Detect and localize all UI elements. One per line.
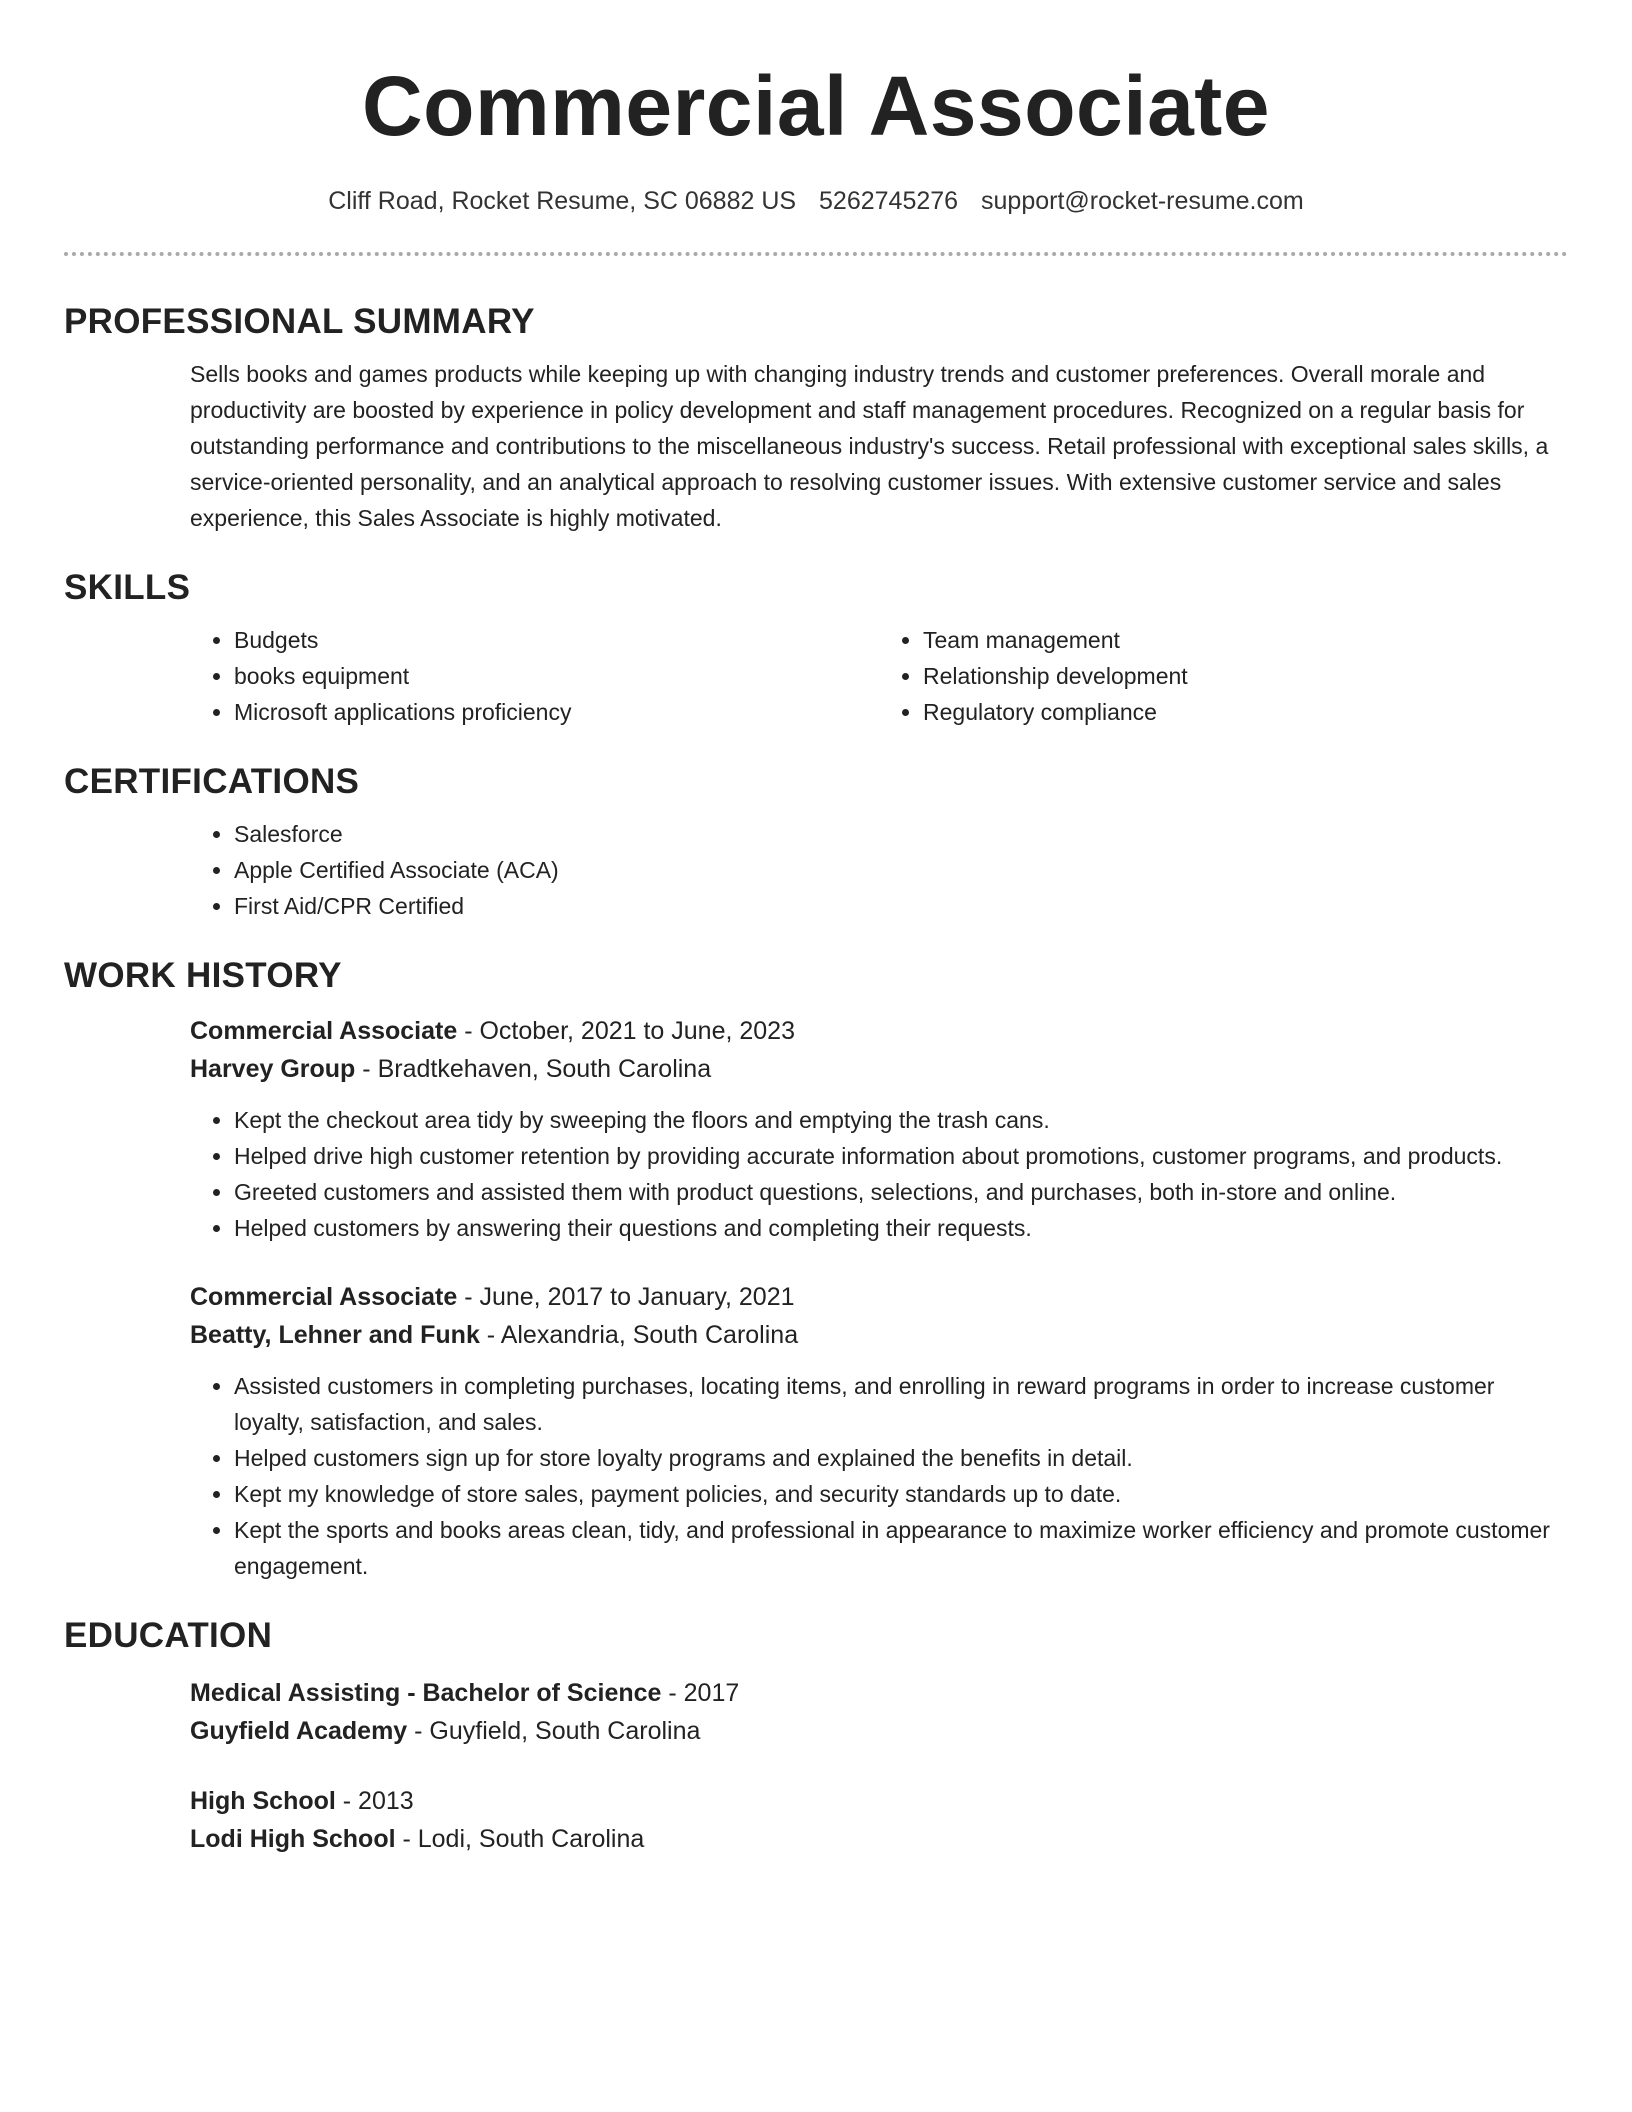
job-dates: June, 2017 to January, 2021 — [479, 1283, 795, 1311]
job-bullet: • Assisted customers in completing purchases, locating items, and enrolling in reward programs in order to increase customer loyalty, satisfaction, and sales. — [234, 1368, 1568, 1440]
contact-line — [64, 184, 1568, 218]
education-school-line: Lodi High School - Lodi, South Carolina — [190, 1825, 645, 1853]
education-degree: High School — [190, 1787, 336, 1815]
job-title-line: Commercial Associate - October, 2021 to June, 2023 — [190, 1017, 795, 1045]
skills-heading: SKILLS — [64, 568, 191, 607]
education-degree-line: Medical Assisting - Bachelor of Science - 2017 — [190, 1679, 740, 1707]
education-location: Guyfield, South Carolina — [429, 1717, 701, 1745]
job-location: Alexandria, South Carolina — [500, 1321, 799, 1349]
job-company: Harvey Group — [190, 1055, 356, 1083]
skill-item: • Regulatory compliance — [923, 694, 1568, 730]
skills-list-left — [190, 622, 879, 730]
skill-item: • books equipment — [234, 658, 879, 694]
header-divider — [64, 252, 1568, 256]
education-degree-line: High School - 2013 — [190, 1787, 414, 1815]
skill-item: • Team management — [923, 622, 1568, 658]
education-section — [190, 1674, 1568, 1858]
certifications-heading: CERTIFICATIONS — [64, 762, 360, 801]
job-bullet: • Helped customers sign up for store loyalty programs and explained the benefits in detail. — [234, 1440, 1568, 1476]
certifications-list — [190, 816, 1568, 924]
contact-address: Cliff Road, Rocket Resume, SC 06882 US — [328, 187, 797, 215]
education-degree: Medical Assisting - Bachelor of Science — [190, 1679, 662, 1707]
certification-item: • First Aid/CPR Certified — [234, 888, 1568, 924]
job-bullet: • Kept the sports and books areas clean, tidy, and professional in appearance to maximize worker efficiency and promote customer engagement. — [234, 1512, 1568, 1584]
education-school: Lodi High School — [190, 1825, 396, 1853]
skill-item: • Budgets — [234, 622, 879, 658]
job-company-line: Harvey Group - Bradtkehaven, South Carolina — [190, 1055, 712, 1083]
job-bullet: • Kept my knowledge of store sales, payment policies, and security standards up to date. — [234, 1476, 1568, 1512]
education-school: Guyfield Academy — [190, 1717, 408, 1745]
skills-list-right — [879, 622, 1568, 730]
job-location: Bradtkehaven, South Carolina — [377, 1055, 712, 1083]
education-school-line: Guyfield Academy - Guyfield, South Carolina — [190, 1717, 701, 1745]
education-year: 2017 — [683, 1679, 740, 1707]
summary-section — [190, 356, 1568, 536]
job-bullet: • Helped drive high customer retention by providing accurate information about promotions, customer programs, and products. — [234, 1138, 1568, 1174]
education-year: 2013 — [358, 1787, 414, 1815]
work-history-section — [190, 1012, 1568, 1584]
contact-email: support@rocket-resume.com — [981, 187, 1304, 215]
skill-item: • Microsoft applications proficiency — [234, 694, 879, 730]
job-bullet: • Kept the checkout area tidy by sweeping the floors and emptying the trash cans. — [234, 1102, 1568, 1138]
certification-item: • Apple Certified Associate (ACA) — [234, 852, 1568, 888]
resume-name: Commercial Associate — [362, 59, 1270, 153]
education-entry — [190, 1674, 1568, 1750]
job-title-line: Commercial Associate - June, 2017 to January, 2021 — [190, 1283, 795, 1311]
skill-item: • Relationship development — [923, 658, 1568, 694]
job-bullet: • Helped customers by answering their questions and completing their requests. — [234, 1210, 1568, 1246]
job-bullets — [190, 1102, 1568, 1246]
job-role: Commercial Associate — [190, 1283, 458, 1311]
certifications-section — [190, 816, 1568, 924]
summary-heading: PROFESSIONAL SUMMARY — [64, 302, 535, 341]
education-heading: EDUCATION — [64, 1616, 273, 1655]
job-bullets — [190, 1368, 1568, 1584]
education-entry — [190, 1782, 1568, 1858]
job-company-line: Beatty, Lehner and Funk - Alexandria, South Carolina — [190, 1321, 799, 1349]
job-company: Beatty, Lehner and Funk — [190, 1321, 480, 1349]
job-bullet: • Greeted customers and assisted them with product questions, selections, and purchases, both in-store and online. — [234, 1174, 1568, 1210]
work-history-heading: WORK HISTORY — [64, 956, 342, 995]
job-role: Commercial Associate — [190, 1017, 458, 1045]
education-location: Lodi, South Carolina — [417, 1825, 645, 1853]
job-entry — [190, 1278, 1568, 1584]
job-entry — [190, 1012, 1568, 1246]
contact-phone: 5262745276 — [819, 187, 959, 215]
skills-section — [190, 622, 1568, 730]
job-dates: October, 2021 to June, 2023 — [479, 1017, 795, 1045]
certification-item: • Salesforce — [234, 816, 1568, 852]
summary-text: Sells books and games products while keeping up with changing industry trends and customer preferences. Overall morale and productivity are boosted by experience in policy development and staff management procedures. Recognized on a regular basis for outstanding performance and contributions to the miscellaneous industry's success. Retail professional with exceptional sales skills, a service-oriented personality, and an analytical approach to resolving customer issues. With extensive customer service and sales experience, this Sales Associate is highly motivated. — [190, 361, 1549, 531]
